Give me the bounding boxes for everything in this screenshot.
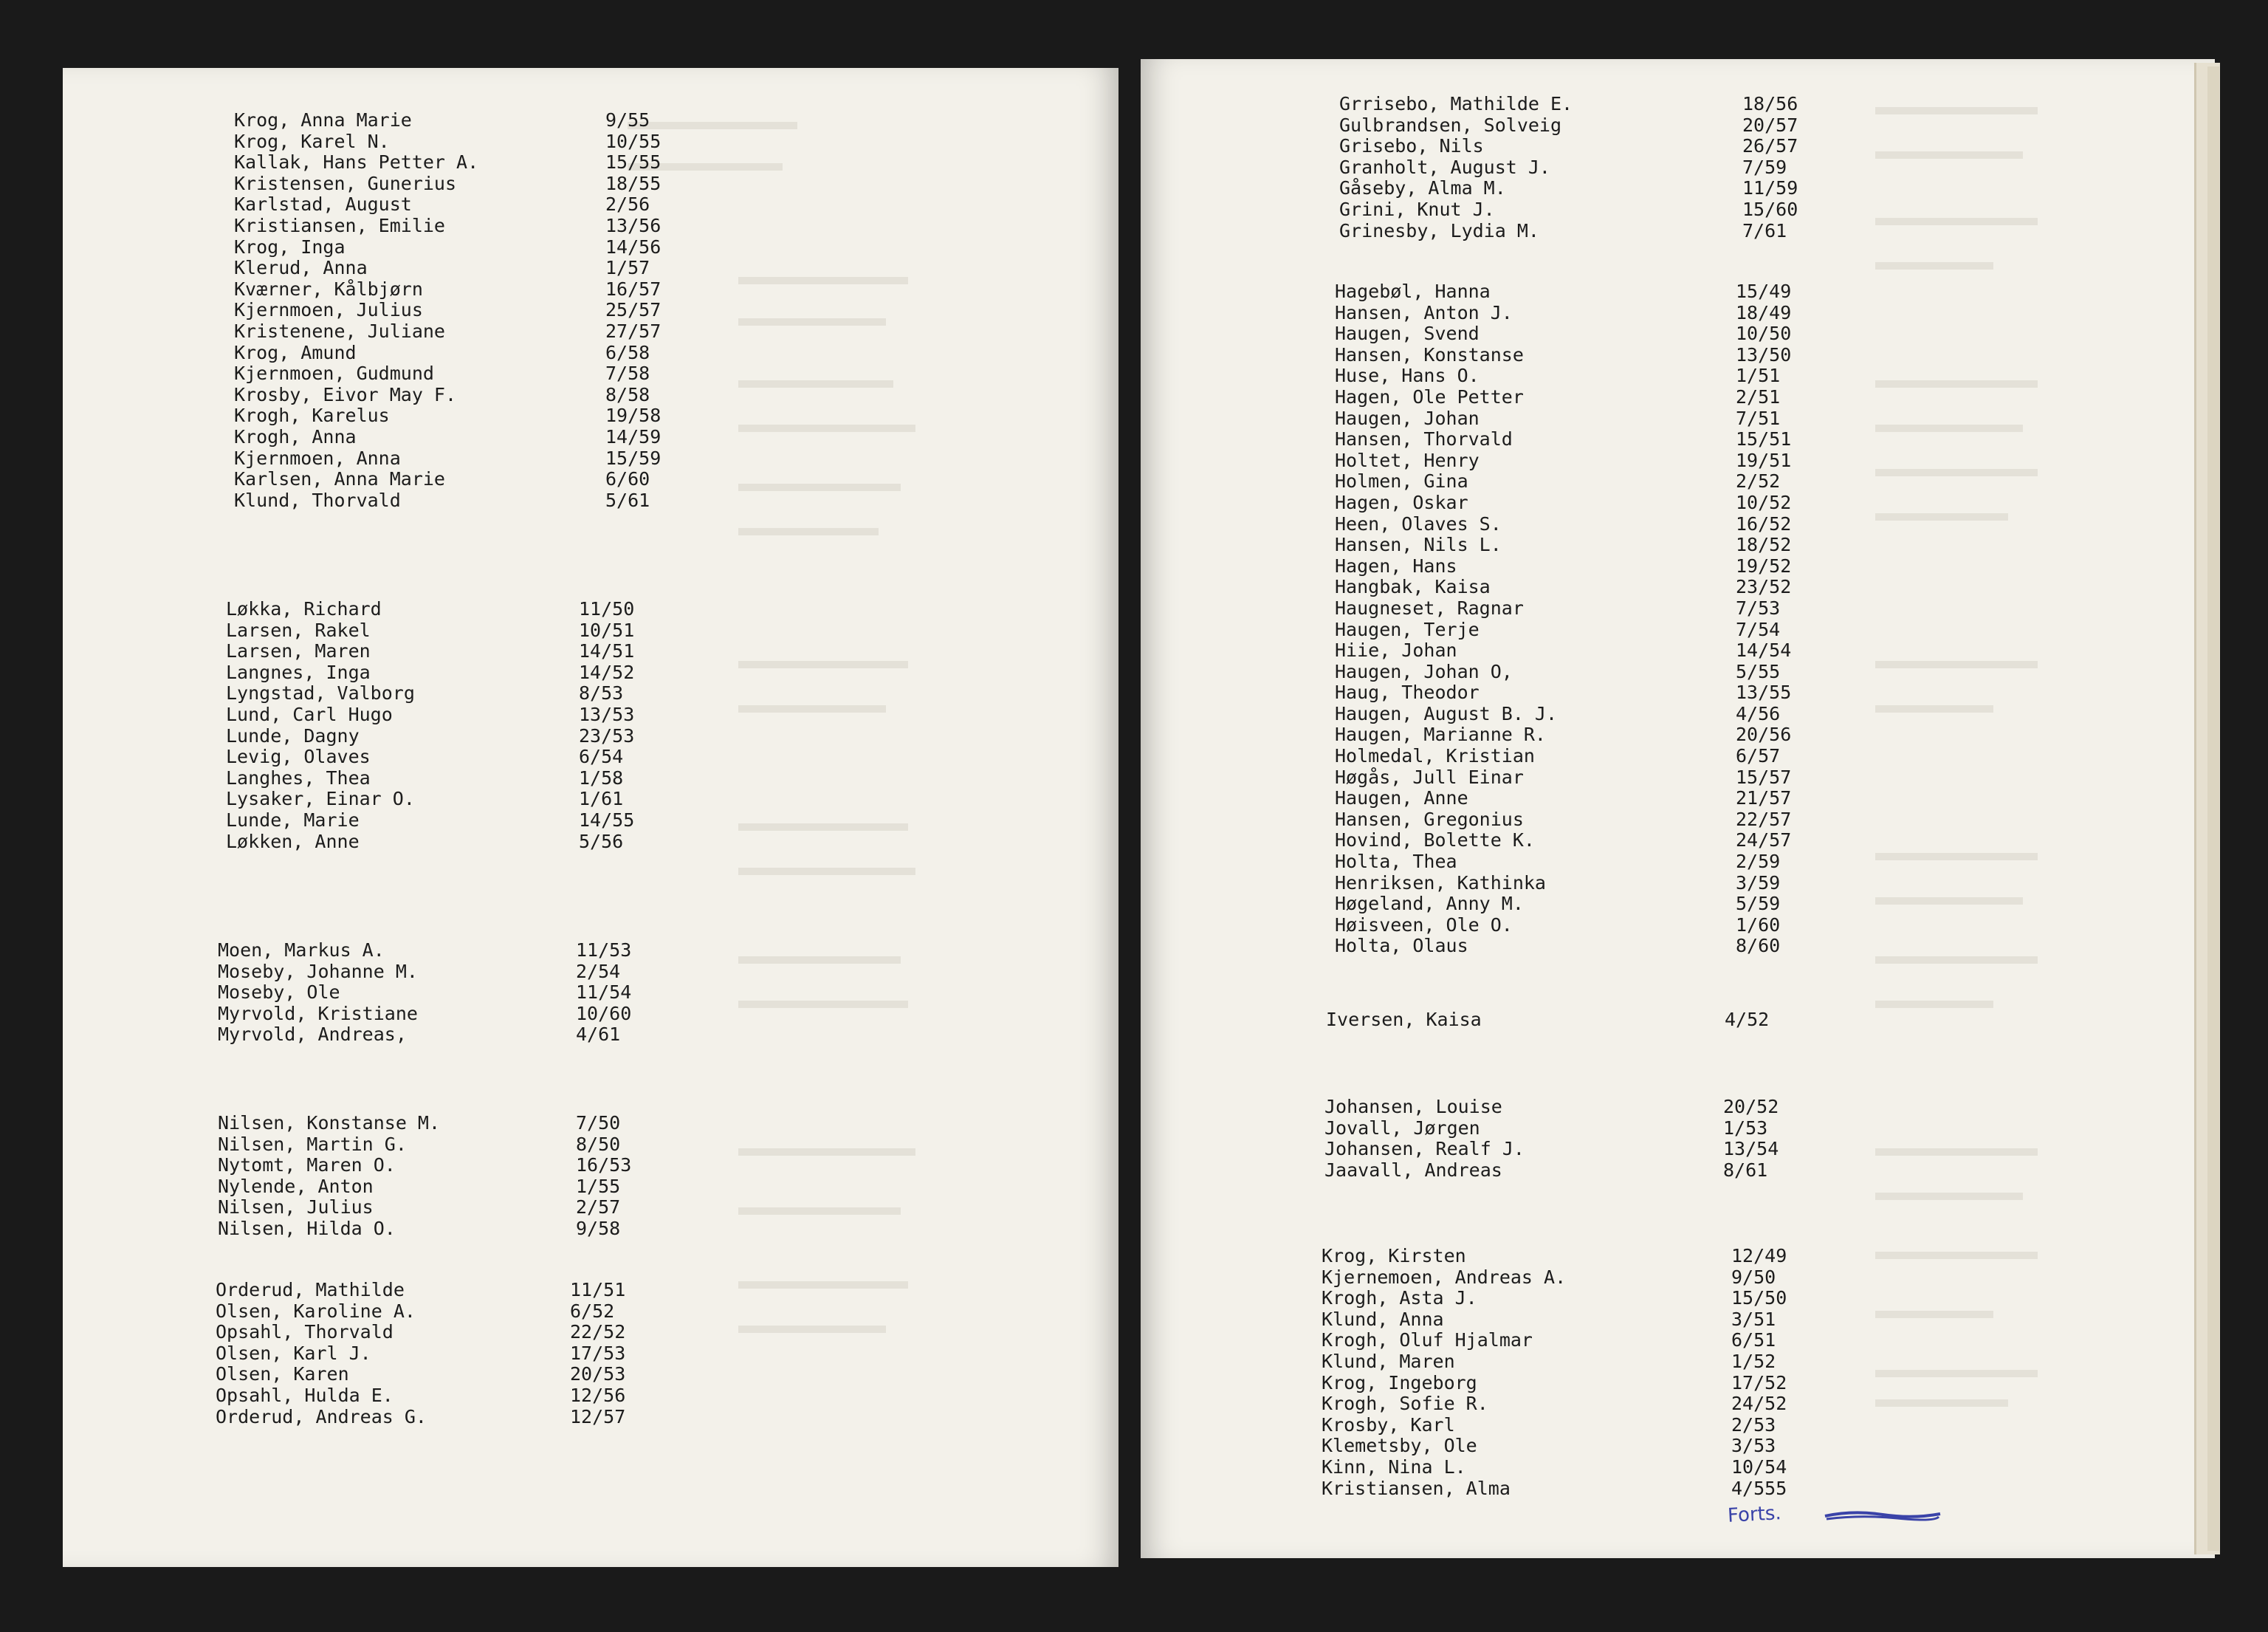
entry-name: Karlsen, Anna Marie xyxy=(234,468,445,490)
entry-number: 7/50 xyxy=(576,1112,621,1134)
entry-name: Kjernmoen, Anna xyxy=(234,447,401,469)
entry-number: 5/59 xyxy=(1736,893,1781,915)
entry-name: Hangbak, Kaisa xyxy=(1335,576,1491,598)
entry-number: 2/54 xyxy=(576,960,621,982)
entry-name: Nilsen, Konstanse M. xyxy=(218,1112,441,1134)
entry-name: Lund, Carl Hugo xyxy=(226,703,393,725)
entry-number: 9/50 xyxy=(1731,1266,1776,1288)
entry-name: Klund, Anna xyxy=(1322,1308,1444,1330)
entry-name: Holmen, Gina xyxy=(1335,470,1468,493)
entry-number: 1/61 xyxy=(579,788,624,810)
entry-name: Holtet, Henry xyxy=(1335,449,1480,471)
entry-number: 11/50 xyxy=(579,598,635,620)
entry-name: Myrvold, Kristiane xyxy=(218,1002,418,1024)
entry-number: 15/51 xyxy=(1736,428,1792,450)
entry-number: 18/49 xyxy=(1736,301,1792,323)
entry-name: Langhes, Thea xyxy=(226,767,371,789)
entry-number: 17/53 xyxy=(570,1342,626,1364)
entry-number: 7/53 xyxy=(1736,597,1781,619)
entry-number: 15/59 xyxy=(605,447,662,469)
entry-number: 7/51 xyxy=(1736,407,1781,429)
entry-number: 13/54 xyxy=(1723,1138,1779,1160)
entry-number: 5/61 xyxy=(605,489,650,511)
entry-number: 20/57 xyxy=(1742,114,1798,136)
entry-number: 27/57 xyxy=(605,320,662,342)
entry-number: 16/57 xyxy=(605,278,662,300)
entry-number: 16/52 xyxy=(1736,512,1792,535)
entry-name: Karlstad, August xyxy=(234,193,412,216)
entry-name: Klund, Thorvald xyxy=(234,489,401,511)
entry-name: Hagen, Hans xyxy=(1335,555,1457,577)
entry-number: 1/58 xyxy=(579,767,624,789)
entry-name: Krogh, Asta J. xyxy=(1322,1287,1477,1309)
entry-name: Kristensen, Gunerius xyxy=(234,172,457,194)
entry-name: Orderud, Andreas G. xyxy=(216,1405,427,1427)
entry-number: 10/60 xyxy=(576,1002,632,1024)
entry-number: 18/56 xyxy=(1742,93,1798,114)
entry-number: 6/58 xyxy=(605,341,650,363)
entry-name: Nilsen, Martin G. xyxy=(218,1133,407,1155)
entry-number: 12/56 xyxy=(570,1384,626,1406)
entry-number: 6/57 xyxy=(1736,745,1781,767)
entry-number: 8/61 xyxy=(1723,1159,1768,1181)
entry-name: Kristiansen, Alma xyxy=(1322,1477,1511,1499)
entry-name: Levig, Olaves xyxy=(226,746,371,768)
entry-name: Høgeland, Anny M. xyxy=(1335,893,1524,915)
entry-name: Johansen, Louise xyxy=(1324,1096,1502,1117)
entry-number: 19/52 xyxy=(1736,555,1792,577)
entry-name: Nilsen, Julius xyxy=(218,1196,374,1218)
entry-name: Klerud, Anna xyxy=(234,257,368,279)
entry-number: 19/51 xyxy=(1736,449,1792,471)
entry-name: Løkka, Richard xyxy=(226,598,382,620)
entry-name: Krosby, Eivor May F. xyxy=(234,383,457,405)
entry-name: Nylende, Anton xyxy=(218,1175,374,1197)
entry-name: Krog, Karel N. xyxy=(234,130,390,152)
entry-number: 2/59 xyxy=(1736,851,1781,873)
entry-number: 9/58 xyxy=(576,1217,621,1239)
entry-number: 22/52 xyxy=(570,1321,626,1343)
entry-name: Haug, Theodor xyxy=(1335,682,1480,704)
entry-number: 2/56 xyxy=(605,193,650,216)
entry-name: Henriksen, Kathinka xyxy=(1335,871,1546,894)
entry-number: 10/52 xyxy=(1736,491,1792,513)
entry-number: 13/50 xyxy=(1736,343,1792,366)
entry-name: Kjernmoen, Gudmund xyxy=(234,363,434,385)
entry-number: 1/51 xyxy=(1736,365,1781,387)
entry-number: 14/55 xyxy=(579,809,635,831)
entry-name: Krog, Amund xyxy=(234,341,357,363)
entry-name: Haugen, Anne xyxy=(1335,787,1468,809)
entry-name: Kinn, Nina L. xyxy=(1322,1456,1466,1478)
entry-number: 7/59 xyxy=(1742,156,1787,178)
entry-name: Holta, Thea xyxy=(1335,851,1457,873)
entry-name: Kristenene, Juliane xyxy=(234,320,445,342)
entry-number: 11/53 xyxy=(576,939,632,961)
entry-name: Gulbrandsen, Solveig xyxy=(1339,114,1562,136)
entry-number: 10/54 xyxy=(1731,1456,1787,1478)
entry-number: 4/52 xyxy=(1725,1009,1770,1030)
entry-name: Krosby, Karl xyxy=(1322,1413,1455,1436)
entry-name: Jaavall, Andreas xyxy=(1324,1159,1502,1181)
entry-name: Grini, Knut J. xyxy=(1339,198,1495,220)
entry-name: Jovall, Jørgen xyxy=(1324,1117,1480,1139)
entry-name: Krogh, Karelus xyxy=(234,405,390,427)
entry-number: 25/57 xyxy=(605,299,662,321)
entry-number: 26/57 xyxy=(1742,135,1798,157)
entry-number: 14/51 xyxy=(579,640,635,662)
entry-name: Moen, Markus A. xyxy=(218,939,385,961)
entry-number: 15/60 xyxy=(1742,198,1798,220)
entry-number: 1/57 xyxy=(605,257,650,279)
entry-name: Kjernemoen, Andreas A. xyxy=(1322,1266,1567,1288)
entry-name: Haugen, Johan xyxy=(1335,407,1480,429)
entry-number: 3/53 xyxy=(1731,1435,1776,1457)
entry-name: Haugen, Johan O, xyxy=(1335,660,1513,682)
entry-name: Krogh, Oluf Hjalmar xyxy=(1322,1329,1533,1351)
entry-name: Johansen, Realf J. xyxy=(1324,1138,1525,1160)
entry-name: Krogh, Sofie R. xyxy=(1322,1393,1488,1415)
entry-number: 10/50 xyxy=(1736,323,1792,345)
entry-number: 24/57 xyxy=(1736,829,1792,851)
entry-name: Olsen, Karl J. xyxy=(216,1342,371,1364)
entry-number: 5/55 xyxy=(1736,660,1781,682)
entry-number: 6/51 xyxy=(1731,1329,1776,1351)
entry-name: Hagen, Ole Petter xyxy=(1335,385,1524,408)
entry-number: 1/53 xyxy=(1723,1117,1768,1139)
entry-number: 18/52 xyxy=(1736,534,1792,556)
entry-number: 15/49 xyxy=(1736,281,1792,302)
entry-number: 6/60 xyxy=(605,468,650,490)
entry-name: Haugen, Svend xyxy=(1335,323,1480,345)
entry-number: 20/52 xyxy=(1723,1096,1779,1117)
entry-number: 1/55 xyxy=(576,1175,621,1197)
entry-number: 4/56 xyxy=(1736,702,1781,724)
entry-name: Grinesby, Lydia M. xyxy=(1339,219,1539,241)
entry-number: 3/59 xyxy=(1736,871,1781,894)
entry-number: 4/555 xyxy=(1731,1477,1787,1499)
entry-number: 2/53 xyxy=(1731,1413,1776,1436)
entry-number: 8/53 xyxy=(579,682,624,704)
entry-name: Larsen, Rakel xyxy=(226,619,371,641)
entry-number: 3/51 xyxy=(1731,1308,1776,1330)
entry-number: 11/54 xyxy=(576,981,632,1004)
entry-number: 16/53 xyxy=(576,1154,632,1176)
entry-number: 15/57 xyxy=(1736,766,1792,788)
entry-number: 21/57 xyxy=(1736,787,1792,809)
entry-number: 24/52 xyxy=(1731,1393,1787,1415)
entry-name: Kjernmoen, Julius xyxy=(234,299,423,321)
handwritten-strikethrough-mark xyxy=(1824,1507,1942,1523)
entry-number: 2/57 xyxy=(576,1196,621,1218)
entry-number: 10/51 xyxy=(579,619,635,641)
entry-number: 14/56 xyxy=(605,236,662,258)
entry-number: 6/54 xyxy=(579,746,624,768)
entry-number: 13/55 xyxy=(1736,682,1792,704)
entry-name: Kværner, Kålbjørn xyxy=(234,278,423,300)
entry-number: 2/51 xyxy=(1736,385,1781,408)
entry-name: Hansen, Nils L. xyxy=(1335,534,1502,556)
entry-name: Gåseby, Alma M. xyxy=(1339,177,1506,199)
entry-name: Hansen, Gregonius xyxy=(1335,808,1524,830)
entry-number: 19/58 xyxy=(605,405,662,427)
entry-number: 18/55 xyxy=(605,172,662,194)
entry-name: Klund, Maren xyxy=(1322,1350,1455,1372)
entry-number: 4/61 xyxy=(576,1024,621,1046)
entry-name: Klemetsby, Ole xyxy=(1322,1435,1477,1457)
entry-number: 8/60 xyxy=(1736,935,1781,957)
entry-name: Hansen, Thorvald xyxy=(1335,428,1513,450)
entry-name: Kristiansen, Emilie xyxy=(234,214,445,236)
entry-name: Langnes, Inga xyxy=(226,661,371,683)
entry-name: Hovind, Bolette K. xyxy=(1335,829,1535,851)
entry-number: 13/53 xyxy=(579,703,635,725)
entry-name: Iversen, Kaisa xyxy=(1326,1009,1482,1030)
entry-name: Huse, Hans O. xyxy=(1335,365,1480,387)
entry-name: Hiie, Johan xyxy=(1335,640,1457,662)
entry-name: Lysaker, Einar O. xyxy=(226,788,415,810)
entry-number: 1/60 xyxy=(1736,913,1781,936)
entry-name: Krog, Kirsten xyxy=(1322,1245,1466,1266)
entry-number: 11/59 xyxy=(1742,177,1798,199)
entry-name: Orderud, Mathilde xyxy=(216,1279,405,1300)
entry-number: 12/49 xyxy=(1731,1245,1787,1266)
entry-name: Hagen, Oskar xyxy=(1335,491,1468,513)
entry-number: 22/57 xyxy=(1736,808,1792,830)
entry-number: 12/57 xyxy=(570,1405,626,1427)
entry-name: Moseby, Ole xyxy=(218,981,340,1004)
entry-name: Nilsen, Hilda O. xyxy=(218,1217,396,1239)
entry-number: 15/55 xyxy=(605,151,662,174)
entry-name: Larsen, Maren xyxy=(226,640,371,662)
entry-name: Heen, Olaves S. xyxy=(1335,512,1502,535)
entry-name: Lunde, Dagny xyxy=(226,724,360,747)
entry-number: 7/61 xyxy=(1742,219,1787,241)
entry-name: Hansen, Anton J. xyxy=(1335,301,1513,323)
entry-name: Høgås, Jull Einar xyxy=(1335,766,1524,788)
entry-name: Granholt, August J. xyxy=(1339,156,1550,178)
entry-number: 14/52 xyxy=(579,661,635,683)
entry-number: 14/59 xyxy=(605,425,662,448)
entry-name: Krog, Anna Marie xyxy=(234,109,412,131)
entry-number: 20/53 xyxy=(570,1363,626,1385)
entry-number: 1/52 xyxy=(1731,1350,1776,1372)
entry-name: Lyngstad, Valborg xyxy=(226,682,415,704)
entry-name: Myrvold, Andreas, xyxy=(218,1024,407,1046)
entry-name: Hansen, Konstanse xyxy=(1335,343,1524,366)
entry-name: Grisebo, Nils xyxy=(1339,135,1484,157)
entry-name: Nytomt, Maren O. xyxy=(218,1154,396,1176)
entry-number: 17/52 xyxy=(1731,1371,1787,1393)
entry-name: Krogh, Anna xyxy=(234,425,357,448)
entry-number: 9/55 xyxy=(605,109,650,131)
entry-number: 23/53 xyxy=(579,724,635,747)
entry-name: Opsahl, Hulda E. xyxy=(216,1384,394,1406)
entry-number: 5/56 xyxy=(579,830,624,852)
entry-name: Opsahl, Thorvald xyxy=(216,1321,394,1343)
entry-name: Grrisebo, Mathilde E. xyxy=(1339,93,1573,114)
entry-number: 8/58 xyxy=(605,383,650,405)
entry-name: Høisveen, Ole O. xyxy=(1335,913,1513,936)
handwritten-forts-note: Forts. xyxy=(1727,1502,1782,1527)
entry-name: Kallak, Hans Petter A. xyxy=(234,151,479,174)
entry-number: 10/55 xyxy=(605,130,662,152)
entry-number: 14/54 xyxy=(1736,640,1792,662)
entry-number: 15/50 xyxy=(1731,1287,1787,1309)
entry-number: 7/58 xyxy=(605,363,650,385)
entry-name: Olsen, Karoline A. xyxy=(216,1300,416,1322)
entry-number: 6/52 xyxy=(570,1300,615,1322)
entry-name: Holmedal, Kristian xyxy=(1335,745,1535,767)
entry-name: Krog, Inga xyxy=(234,236,346,258)
entry-number: 8/50 xyxy=(576,1133,621,1155)
entry-name: Haugen, August B. J. xyxy=(1335,702,1558,724)
entry-name: Krog, Ingeborg xyxy=(1322,1371,1477,1393)
entry-name: Holta, Olaus xyxy=(1335,935,1468,957)
entry-number: 13/56 xyxy=(605,214,662,236)
entry-name: Haugen, Terje xyxy=(1335,618,1480,640)
entry-number: 11/51 xyxy=(570,1279,626,1300)
entry-name: Haugen, Marianne R. xyxy=(1335,724,1546,746)
entry-number: 23/52 xyxy=(1736,576,1792,598)
entry-name: Moseby, Johanne M. xyxy=(218,960,418,982)
entry-number: 20/56 xyxy=(1736,724,1792,746)
entry-name: Løkken, Anne xyxy=(226,830,360,852)
entry-number: 7/54 xyxy=(1736,618,1781,640)
entry-name: Hagebøl, Hanna xyxy=(1335,281,1491,302)
entry-name: Olsen, Karen xyxy=(216,1363,349,1385)
entry-name: Haugneset, Ragnar xyxy=(1335,597,1524,619)
entry-name: Lunde, Marie xyxy=(226,809,360,831)
entry-number: 2/52 xyxy=(1736,470,1781,493)
